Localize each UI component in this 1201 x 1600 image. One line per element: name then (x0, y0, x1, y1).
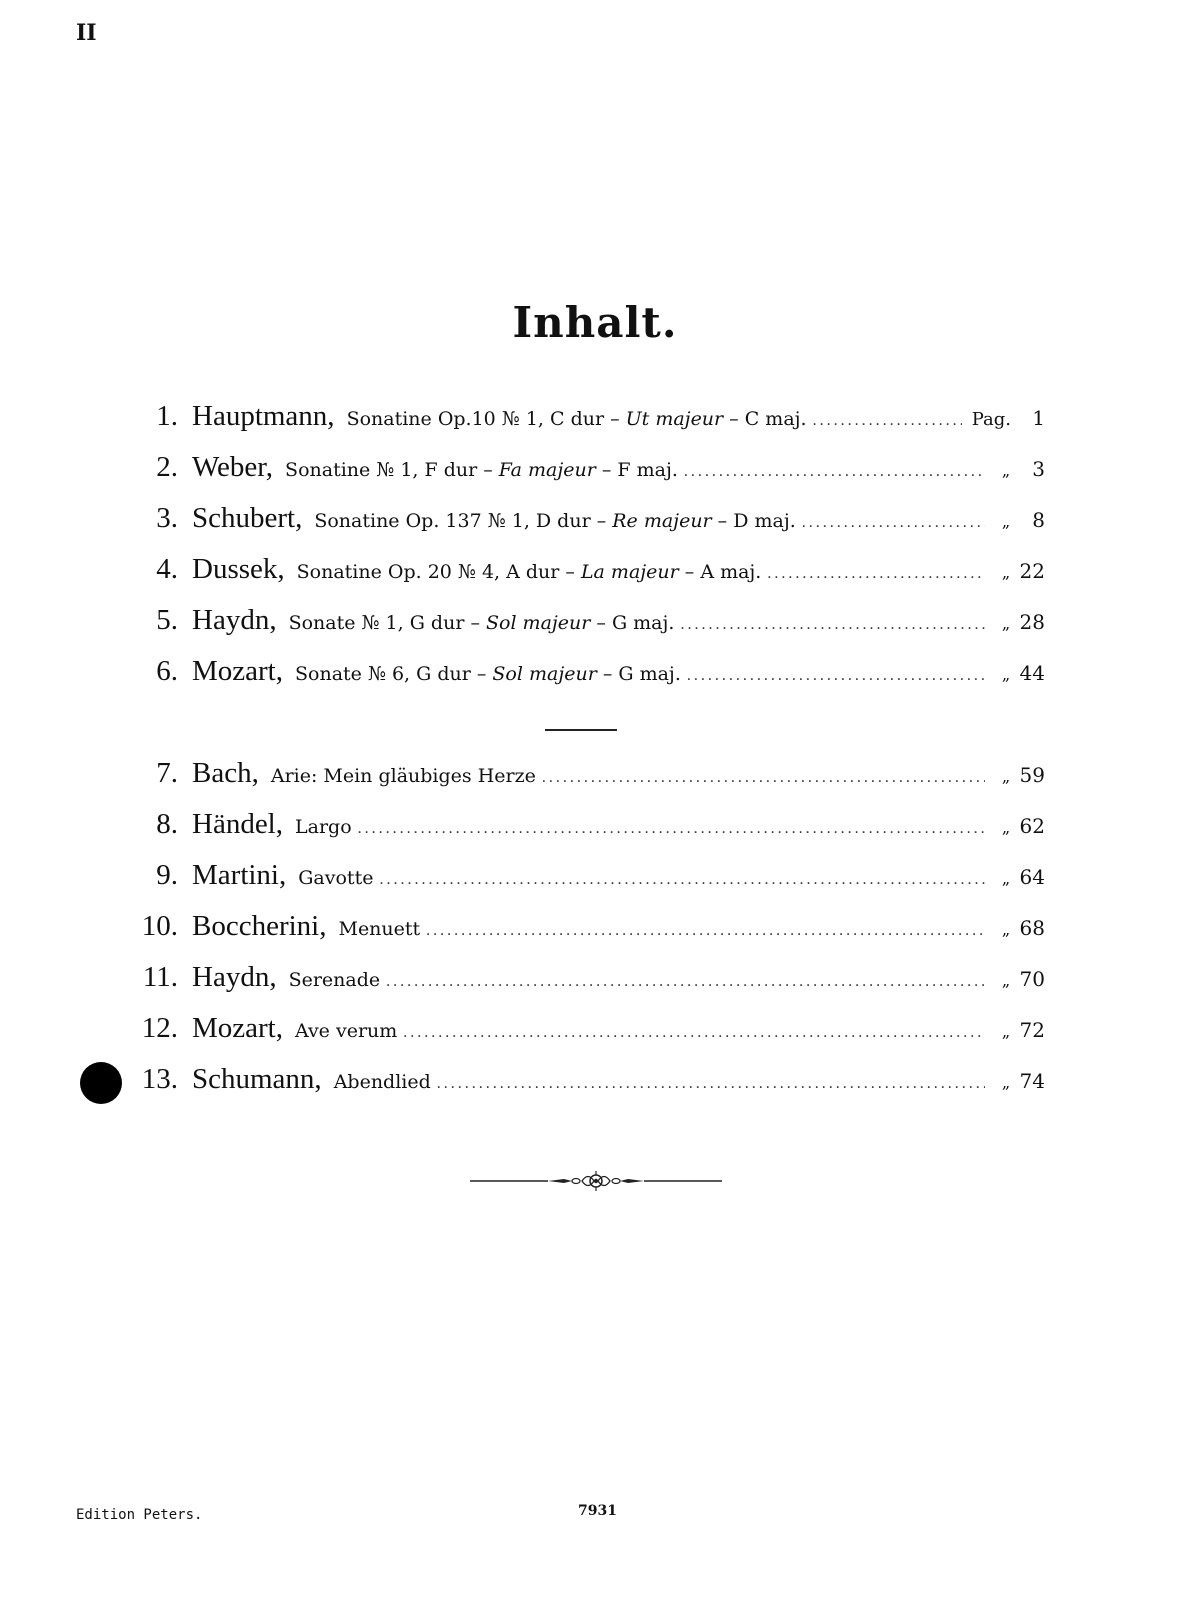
toc-entry (120, 961, 1045, 1001)
dot-leader (684, 463, 985, 481)
entry-composer: Weber, (192, 451, 274, 483)
dot-leader (687, 667, 985, 685)
entry-work: Sonatine № 1, F dur – Fa majeur – F maj. (285, 459, 678, 481)
entry-composer: Haydn, (192, 961, 277, 993)
dot-leader (403, 1024, 985, 1042)
entry-composer: Mozart, (192, 1012, 283, 1044)
dot-leader (680, 616, 985, 634)
ditto-mark: „ (1001, 971, 1011, 990)
dot-leader (767, 565, 985, 583)
ornament-divider-icon (468, 1168, 724, 1194)
entry-composer: Händel, (192, 808, 283, 840)
entry-composer: Martini, (192, 859, 287, 891)
entry-page: 68 (1019, 916, 1045, 940)
toc-entry (120, 451, 1045, 491)
ditto-mark: „ (1001, 461, 1011, 480)
entry-composer: Boccherini, (192, 910, 327, 942)
page-number: II (76, 20, 97, 46)
toc-entry (120, 502, 1045, 542)
toc-entry (120, 757, 1045, 797)
entry-number: 10. (141, 910, 178, 942)
dot-leader (426, 922, 985, 940)
entry-work: Menuett (338, 918, 421, 940)
ditto-mark: „ (1001, 563, 1011, 582)
entry-composer: Hauptmann, (192, 400, 335, 432)
entry-number: 13. (141, 1063, 178, 1095)
entry-number: 1. (156, 400, 178, 432)
plate-number: 7931 (578, 1503, 617, 1519)
entry-composer: Bach, (192, 757, 259, 789)
entry-number: 5. (156, 604, 178, 636)
publisher-name: Edition Peters. (76, 1507, 203, 1523)
ditto-mark: „ (1001, 665, 1011, 684)
entry-work: Ave verum (295, 1020, 398, 1042)
page-title: Inhalt. (512, 298, 678, 347)
entry-work: Arie: Mein gläubiges Herze (270, 765, 536, 787)
toc-entry (120, 859, 1045, 899)
entry-work: Sonate № 6, G dur – Sol majeur – G maj. (295, 663, 681, 685)
entry-number: 8. (156, 808, 178, 840)
entry-work: Sonatine Op. 20 № 4, A dur – La majeur – A maj. (296, 561, 762, 583)
entry-page: 64 (1019, 865, 1045, 889)
entry-work: Abendlied (333, 1071, 431, 1093)
entry-work: Gavotte (298, 867, 374, 889)
toc-entry (120, 400, 1045, 440)
entry-number: 4. (156, 553, 178, 585)
entry-page: 28 (1019, 610, 1045, 634)
entry-composer: Schubert, (192, 502, 303, 534)
filled-circle-marker (80, 1062, 122, 1104)
entry-page: 74 (1019, 1069, 1045, 1093)
entry-number: 12. (141, 1012, 178, 1044)
entry-number: 3. (156, 502, 178, 534)
entry-work: Sonate № 1, G dur – Sol majeur – G maj. (288, 612, 675, 634)
entry-number: 7. (156, 757, 178, 789)
entry-page: 72 (1019, 1018, 1045, 1042)
ditto-mark: „ (1001, 818, 1011, 837)
entry-composer: Schumann, (192, 1063, 322, 1095)
entry-page: 8 (1032, 508, 1045, 532)
toc-entry (120, 604, 1045, 644)
entry-page: 62 (1019, 814, 1045, 838)
entry-work: Serenade (288, 969, 381, 991)
entry-number: 11. (142, 961, 178, 993)
entry-number: 9. (156, 859, 178, 891)
toc-entry (120, 1063, 1045, 1103)
ditto-mark: „ (1001, 614, 1011, 633)
page-label: Pag. (971, 409, 1011, 430)
entry-composer: Mozart, (192, 655, 283, 687)
dot-leader (813, 412, 962, 430)
dot-leader (379, 871, 985, 889)
entry-number: 6. (156, 655, 178, 687)
dot-leader (802, 514, 985, 532)
toc-entry (120, 553, 1045, 593)
dot-leader (386, 973, 985, 991)
toc-entry (120, 808, 1045, 848)
entry-page: 59 (1019, 763, 1045, 787)
toc-entry (120, 910, 1045, 950)
dot-leader (542, 769, 985, 787)
entry-number: 2. (156, 451, 178, 483)
entry-work: Sonatine Op. 137 № 1, D dur – Re majeur – D maj. (314, 510, 796, 532)
ditto-mark: „ (1001, 1022, 1011, 1041)
ditto-mark: „ (1001, 767, 1011, 786)
ditto-mark: „ (1001, 512, 1011, 531)
entry-page: 44 (1019, 661, 1045, 685)
entry-work: Sonatine Op.10 № 1, C dur – Ut majeur – C maj. (346, 408, 807, 430)
entry-page: 3 (1032, 457, 1045, 481)
entry-composer: Haydn, (192, 604, 277, 636)
dot-leader (437, 1075, 985, 1093)
entry-page: 70 (1019, 967, 1045, 991)
entry-work: Largo (295, 816, 352, 838)
section-divider (545, 729, 617, 731)
entry-page: 22 (1019, 559, 1045, 583)
entry-composer: Dussek, (192, 553, 285, 585)
entry-page: 1 (1032, 406, 1045, 430)
ditto-mark: „ (1001, 869, 1011, 888)
ditto-mark: „ (1001, 920, 1011, 939)
toc-entry (120, 1012, 1045, 1052)
ditto-mark: „ (1001, 1073, 1011, 1092)
toc-entry (120, 655, 1045, 695)
dot-leader (358, 820, 985, 838)
